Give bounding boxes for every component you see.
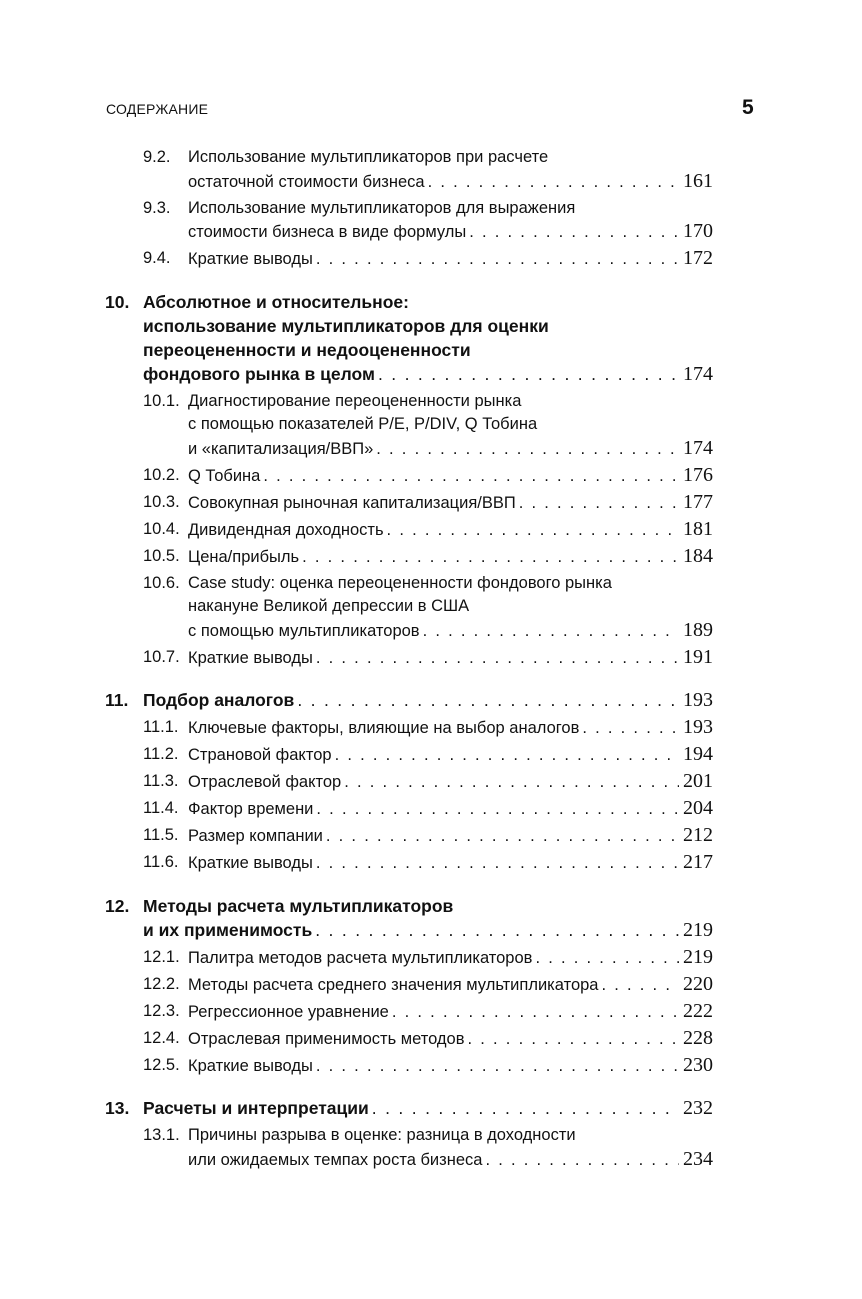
entry-page-number: 217 <box>683 851 713 873</box>
entry-title-line: Краткие выводы <box>188 250 313 268</box>
entry-number: 10.1. <box>143 391 180 410</box>
section-entry[interactable] <box>105 491 713 516</box>
dot-leader <box>420 620 679 644</box>
dot-leader <box>313 1055 679 1079</box>
entry-title-line: Расчеты и интерпретации <box>143 1098 369 1118</box>
entry-last-line <box>188 545 713 570</box>
entry-page-number: 232 <box>683 1097 713 1119</box>
entry-title-line: Причины разрыва в оценке: разница в доходности <box>188 1126 576 1144</box>
section-entry[interactable] <box>105 770 713 795</box>
section-entry[interactable] <box>105 743 713 768</box>
entry-last-line <box>188 770 713 795</box>
entry-title-line: Отраслевая применимость методов <box>188 1029 465 1048</box>
entry-title-line: Цена/прибыль <box>188 547 300 566</box>
entry-title-line: Case study: оценка переоцененности фондового рынка <box>188 573 612 592</box>
entry-title-line: Диагностирование переоцененности рынка <box>188 391 522 410</box>
entry-page-number: 204 <box>683 797 713 819</box>
dot-leader <box>373 438 679 462</box>
entry-number: 10. <box>105 291 130 312</box>
dot-leader <box>312 918 679 942</box>
entry-last-line <box>188 946 713 971</box>
table-of-contents <box>105 146 713 1172</box>
entry-last-line <box>188 220 713 245</box>
entry-title-line: Использование мультипликаторов для выражения <box>188 198 576 217</box>
entry-last-line <box>188 619 713 644</box>
entry-last-line <box>188 437 713 462</box>
entry-title <box>188 716 713 741</box>
entry-page-number: 177 <box>683 490 713 513</box>
entry-page-number: 174 <box>683 436 713 459</box>
entry-last-line <box>143 918 713 942</box>
entry-number: 11.4. <box>143 799 179 817</box>
section-entry[interactable] <box>105 1000 713 1025</box>
entry-title <box>188 1054 713 1079</box>
section-entry[interactable] <box>105 851 713 876</box>
entry-last-line <box>188 247 713 272</box>
entry-page-number: 161 <box>683 169 713 192</box>
entry-title-line: Дивидендная доходность <box>188 520 384 539</box>
section-entry[interactable] <box>105 197 713 245</box>
entry-title <box>188 247 713 272</box>
dot-leader <box>465 1028 680 1052</box>
entry-page-number: 222 <box>683 999 713 1022</box>
dot-leader <box>313 248 679 272</box>
entry-page-number: 170 <box>683 220 713 242</box>
section-entry[interactable] <box>105 390 713 462</box>
entry-title-line: Краткие выводы <box>188 854 313 872</box>
entry-page-number: 212 <box>683 824 713 846</box>
entry-title <box>188 518 713 543</box>
entry-page-number: 193 <box>683 689 713 711</box>
entry-title <box>188 572 713 644</box>
entry-page-number: 219 <box>683 918 713 941</box>
entry-number: 9.4. <box>143 249 171 267</box>
page-number: 5 <box>742 96 754 119</box>
entry-last-line <box>143 1096 713 1120</box>
dot-leader <box>313 647 679 671</box>
dot-leader <box>375 362 679 386</box>
entry-page-number: 193 <box>683 716 713 738</box>
entry-page-number: 174 <box>683 362 713 385</box>
section-entry[interactable] <box>105 646 713 671</box>
section-entry[interactable] <box>105 464 713 489</box>
entry-title-line: с помощью показателей P/E, P/DIV, Q Тобина <box>188 415 538 433</box>
entry-page-number: 194 <box>683 743 713 765</box>
entry-last-line <box>143 362 713 386</box>
dot-leader <box>425 171 679 195</box>
dot-leader <box>369 1096 679 1120</box>
entry-title <box>188 545 713 570</box>
entry-page-number: 234 <box>683 1147 713 1170</box>
entry-number: 9.3. <box>143 198 171 217</box>
entry-title <box>188 946 713 971</box>
entry-number: 10.3. <box>143 492 180 511</box>
entry-number: 10.5. <box>143 546 180 565</box>
dot-leader <box>294 688 679 712</box>
entry-number: 11.6. <box>143 853 179 871</box>
entry-title <box>188 197 713 245</box>
entry-last-line <box>188 1054 713 1079</box>
dot-leader <box>598 974 679 998</box>
entry-number: 13.1. <box>143 1126 180 1144</box>
entry-title <box>143 688 713 712</box>
entry-last-line <box>188 797 713 822</box>
dot-leader <box>482 1149 679 1173</box>
entry-title <box>188 797 713 822</box>
entry-title <box>188 646 713 671</box>
entry-last-line <box>188 518 713 543</box>
entry-title-line: Ключевые факторы, влияющие на выбор аналогов <box>188 719 580 737</box>
entry-number: 11.2. <box>143 745 179 763</box>
entry-title <box>188 491 713 516</box>
entry-title <box>188 1027 713 1052</box>
dot-leader <box>516 492 679 516</box>
entry-title <box>188 1124 713 1172</box>
entry-last-line <box>188 824 713 849</box>
entry-title-line: Методы расчета среднего значения мультипликатора <box>188 975 599 994</box>
entry-title-line: Q Тобина <box>188 466 261 485</box>
dot-leader <box>332 744 679 768</box>
entry-title-line: Подбор аналогов <box>143 690 295 710</box>
entry-page-number: 219 <box>683 945 713 968</box>
entry-number: 10.7. <box>143 647 180 666</box>
entry-title <box>188 973 713 998</box>
entry-title-line: остаточной стоимости бизнеса <box>188 172 425 191</box>
entry-page-number: 184 <box>683 544 713 567</box>
entry-number: 12.1. <box>143 947 180 966</box>
entry-number: 9.2. <box>143 148 171 166</box>
entry-number: 13. <box>105 1098 130 1118</box>
entry-title <box>188 1000 713 1025</box>
entry-title-line: и их применимость <box>143 919 313 940</box>
dot-leader <box>384 519 679 543</box>
section-entry[interactable] <box>105 247 713 272</box>
entry-title-line: Размер компании <box>188 827 323 845</box>
dot-leader <box>341 771 679 795</box>
entry-number: 12.3. <box>143 1001 180 1020</box>
section-entry[interactable] <box>105 716 713 741</box>
entry-title-line: и «капитализация/ВВП» <box>188 439 374 458</box>
entry-number: 11.1. <box>143 718 179 736</box>
entry-title-line: Фактор времени <box>188 800 314 818</box>
entry-number: 12. <box>105 895 130 916</box>
dot-leader <box>323 825 679 849</box>
entry-title-line: фондового рынка в целом <box>143 363 375 384</box>
entry-title <box>188 390 713 462</box>
entry-page-number: 181 <box>683 517 713 540</box>
section-entry[interactable] <box>105 797 713 822</box>
section-entry[interactable] <box>105 973 713 998</box>
entry-number: 11.3. <box>143 772 179 790</box>
entry-title-line: Методы расчета мультипликаторов <box>143 895 454 916</box>
entry-title-line: Совокупная рыночная капитализация/ВВП <box>188 493 516 512</box>
entry-last-line <box>188 646 713 671</box>
entry-number: 12.5. <box>143 1055 180 1074</box>
section-entry[interactable] <box>105 1124 713 1172</box>
entry-title-line: Регрессионное уравнение <box>188 1002 389 1021</box>
entry-title <box>143 290 713 386</box>
entry-page-number: 201 <box>683 770 713 792</box>
entry-title <box>188 743 713 768</box>
section-entry[interactable] <box>105 572 713 644</box>
chapter-entry[interactable] <box>105 1096 713 1120</box>
entry-last-line <box>188 464 713 489</box>
entry-title <box>188 770 713 795</box>
dot-leader <box>532 947 679 971</box>
dot-leader <box>299 546 679 570</box>
entry-title-line: Страновой фактор <box>188 746 332 764</box>
entry-page-number: 228 <box>683 1026 713 1049</box>
entry-number: 10.2. <box>143 465 180 484</box>
entry-last-line <box>188 973 713 998</box>
section-entry[interactable] <box>105 518 713 543</box>
section-entry[interactable] <box>105 146 713 194</box>
entry-title-line: Отраслевой фактор <box>188 773 342 791</box>
entry-last-line <box>143 688 713 712</box>
entry-number: 12.4. <box>143 1028 180 1047</box>
entry-page-number: 191 <box>683 645 713 668</box>
entry-title-line: Краткие выводы <box>188 648 313 667</box>
section-entry[interactable] <box>105 824 713 849</box>
entry-last-line <box>188 1148 713 1173</box>
dot-leader <box>260 465 679 489</box>
section-entry[interactable] <box>105 1054 713 1079</box>
dot-leader <box>466 221 679 245</box>
dot-leader <box>313 852 679 876</box>
entry-title <box>188 464 713 489</box>
section-entry[interactable] <box>105 946 713 971</box>
chapter-entry[interactable] <box>105 290 713 386</box>
entry-last-line <box>188 1027 713 1052</box>
dot-leader <box>389 1001 679 1025</box>
chapter-entry[interactable] <box>105 894 713 942</box>
entry-last-line <box>188 1000 713 1025</box>
entry-title-line: Абсолютное и относительное: <box>143 291 409 312</box>
dot-leader <box>313 798 679 822</box>
section-entry[interactable] <box>105 545 713 570</box>
entry-number: 11.5. <box>143 826 179 844</box>
entry-title-line: использование мультипликаторов для оценки <box>143 315 549 336</box>
entry-page-number: 176 <box>683 463 713 486</box>
entry-last-line <box>188 743 713 768</box>
entry-title <box>143 894 713 942</box>
entry-number: 12.2. <box>143 974 180 993</box>
entry-title-line: или ожидаемых темпах роста бизнеса <box>188 1150 483 1169</box>
entry-page-number: 172 <box>683 247 713 269</box>
entry-last-line <box>188 851 713 876</box>
chapter-entry[interactable] <box>105 688 713 712</box>
entry-page-number: 220 <box>683 972 713 995</box>
entry-number: 10.6. <box>143 573 180 592</box>
entry-title <box>188 851 713 876</box>
dot-leader <box>579 717 679 741</box>
entry-title <box>188 824 713 849</box>
section-entry[interactable] <box>105 1027 713 1052</box>
entry-title <box>188 146 713 194</box>
entry-title-line: стоимости бизнеса в виде формулы <box>188 223 467 241</box>
entry-title-line: Краткие выводы <box>188 1056 313 1075</box>
entry-title-line: Использование мультипликаторов при расчете <box>188 148 549 166</box>
entry-title-line: накануне Великой депрессии в США <box>188 597 470 615</box>
entry-number: 11. <box>105 690 129 710</box>
entry-title-line: переоцененности и недооцененности <box>143 339 471 360</box>
running-title: СОДЕРЖАНИЕ <box>106 101 209 117</box>
entry-page-number: 230 <box>683 1053 713 1076</box>
entry-number: 10.4. <box>143 519 180 538</box>
entry-last-line <box>188 491 713 516</box>
entry-last-line <box>188 170 713 195</box>
entry-title-line: с помощью мультипликаторов <box>188 621 420 640</box>
entry-page-number: 189 <box>683 618 713 641</box>
entry-title <box>143 1096 713 1120</box>
entry-last-line <box>188 716 713 741</box>
entry-title-line: Палитра методов расчета мультипликаторов <box>188 948 533 967</box>
